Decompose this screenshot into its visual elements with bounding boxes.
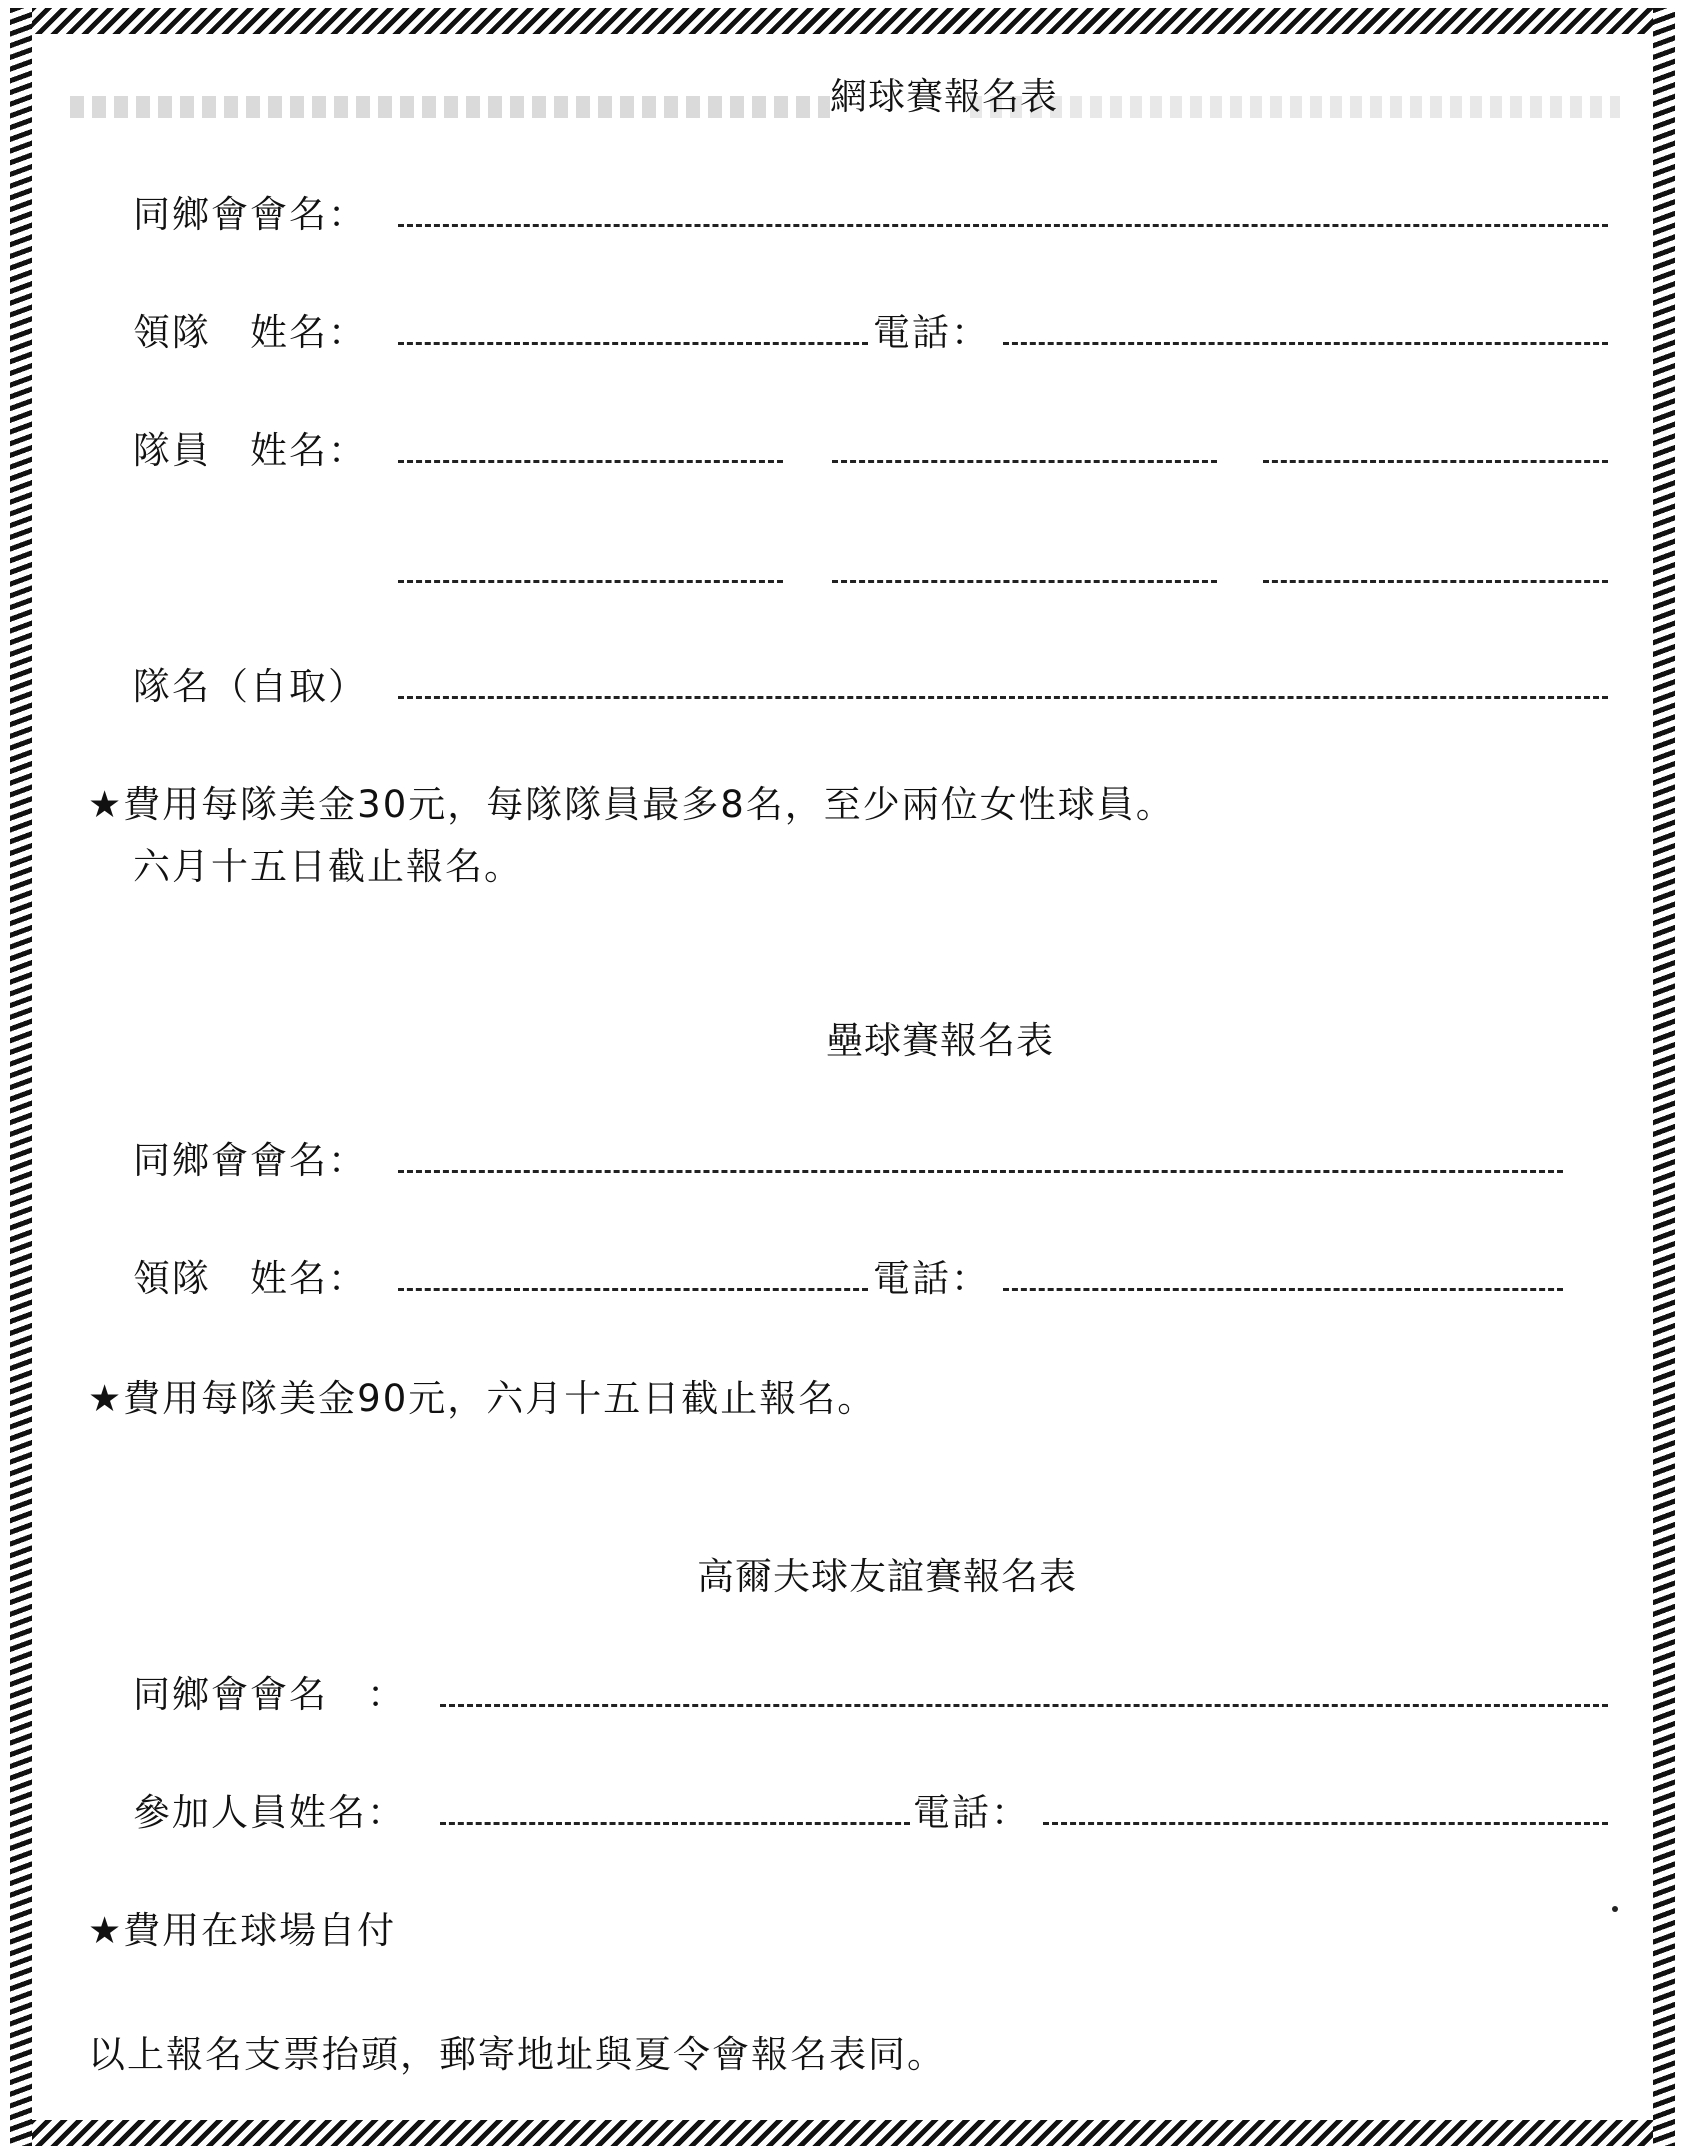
golf-participant-name-field[interactable] — [440, 1822, 910, 1825]
golf-phone-field[interactable] — [1043, 1822, 1608, 1825]
softball-phone-label: 電話： — [873, 1257, 990, 1300]
golf-title: 高爾夫球友誼賽報名表 — [697, 1555, 1077, 1598]
decorative-border-top — [14, 8, 1673, 34]
tennis-member-field-5[interactable] — [832, 580, 1217, 583]
tennis-title: 網球賽報名表 — [830, 75, 1058, 118]
bleed-through-text — [70, 96, 830, 118]
tennis-association-field[interactable] — [398, 224, 1608, 227]
softball-phone-field[interactable] — [1003, 1288, 1563, 1291]
golf-fee-note: ★費用在球場自付 — [88, 1909, 397, 1952]
tennis-deadline-note: 六月十五日截止報名。 — [133, 845, 523, 888]
tennis-team-name-label: 隊名（自取） — [133, 665, 367, 708]
tennis-member-field-3[interactable] — [1263, 460, 1608, 463]
tennis-member-field-1[interactable] — [398, 460, 783, 463]
tennis-leader-label: 領隊 姓名： — [133, 311, 367, 354]
softball-title: 壘球賽報名表 — [826, 1019, 1054, 1062]
scan-speck — [1612, 1906, 1618, 1912]
tennis-fee-note: ★費用每隊美金30元，每隊隊員最多8名，至少兩位女性球員。 — [88, 783, 1175, 826]
tennis-members-label: 隊員 姓名： — [133, 429, 367, 472]
softball-association-field[interactable] — [398, 1170, 1563, 1173]
golf-association-field[interactable] — [440, 1704, 1608, 1707]
softball-leader-label: 領隊 姓名： — [133, 1257, 367, 1300]
tennis-member-field-2[interactable] — [832, 460, 1217, 463]
golf-association-label: 同鄉會會名 ： — [133, 1673, 406, 1716]
tennis-leader-name-field[interactable] — [398, 342, 868, 345]
golf-participant-label: 參加人員姓名： — [133, 1791, 406, 1834]
golf-phone-label: 電話： — [913, 1791, 1030, 1834]
decorative-border-bottom — [14, 2120, 1673, 2146]
decorative-border-right — [1653, 8, 1675, 2146]
tennis-association-label: 同鄉會會名： — [133, 193, 367, 236]
decorative-border-left — [10, 8, 32, 2146]
softball-association-label: 同鄉會會名： — [133, 1139, 367, 1182]
footer-note: 以上報名支票抬頭，郵寄地址與夏令會報名表同。 — [88, 2033, 946, 2076]
tennis-member-field-4[interactable] — [398, 580, 783, 583]
tennis-phone-label: 電話： — [873, 311, 990, 354]
softball-fee-note: ★費用每隊美金90元，六月十五日截止報名。 — [88, 1377, 877, 1420]
tennis-member-field-6[interactable] — [1263, 580, 1608, 583]
bleed-through-text — [970, 96, 1620, 118]
softball-leader-name-field[interactable] — [398, 1288, 868, 1291]
tennis-team-name-field[interactable] — [398, 696, 1608, 699]
tennis-phone-field[interactable] — [1003, 342, 1608, 345]
